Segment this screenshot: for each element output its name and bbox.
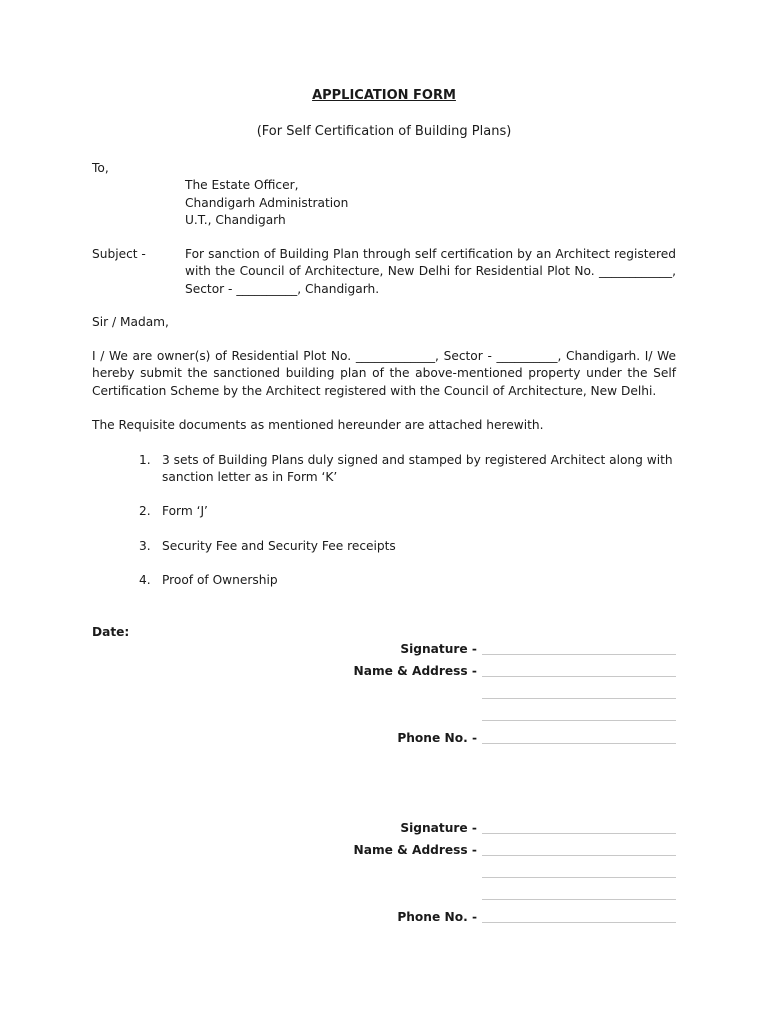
name-address-field[interactable] [482,676,676,677]
body-line: Certification Scheme by the Architect registered with the Council of Architecture, New Delhi. [92,384,657,398]
body-line: I / We are owner(s) of Residential Plot No. _____________, Sector - __________, Chandigarh. I/ We [92,349,676,363]
name-address-field[interactable] [482,698,676,699]
to-label: To, [92,161,109,175]
signature-field[interactable] [482,833,676,834]
signature-field[interactable] [482,654,676,655]
list-item-number: 2. [139,504,151,518]
signature-label: Signature - [400,821,477,835]
name-address-label: Name & Address - [353,843,477,857]
salutation: Sir / Madam, [92,315,169,329]
name-address-field[interactable] [482,855,676,856]
list-item: Proof of Ownership [162,573,278,587]
recipient-line: U.T., Chandigarh [185,213,286,227]
list-item-number: 1. [139,453,151,467]
list-item: Security Fee and Security Fee receipts [162,539,396,553]
phone-label: Phone No. - [397,910,477,924]
name-address-field[interactable] [482,899,676,900]
form-subtitle: (For Self Certification of Building Plans) [256,124,512,139]
name-address-field[interactable] [482,877,676,878]
recipient-line: Chandigarh Administration [185,196,349,210]
subject-line: with the Council of Architecture, New Delhi for Residential Plot No. ____________, [185,264,676,278]
body-line: hereby submit the sanctioned building plan of the above-mentioned property under the Self [92,366,676,380]
list-item-number: 4. [139,573,151,587]
phone-field[interactable] [482,743,676,744]
list-item: sanction letter as in Form ‘K’ [162,470,338,484]
name-address-field[interactable] [482,720,676,721]
requisite-text: The Requisite documents as mentioned hereunder are attached herewith. [92,418,544,432]
list-item: 3 sets of Building Plans duly signed and stamped by registered Architect along with [162,453,673,467]
recipient-line: The Estate Officer, [185,178,299,192]
list-item: Form ‘J’ [162,504,208,518]
list-item-number: 3. [139,539,151,553]
phone-field[interactable] [482,922,676,923]
signature-label: Signature - [400,642,477,656]
form-title: APPLICATION FORM [312,88,456,103]
subject-line: For sanction of Building Plan through self certification by an Architect registered [185,247,676,261]
subject-line: Sector - __________, Chandigarh. [185,282,380,296]
phone-label: Phone No. - [397,731,477,745]
name-address-label: Name & Address - [353,664,477,678]
subject-label: Subject - [92,247,146,261]
date-label: Date: [92,625,130,639]
